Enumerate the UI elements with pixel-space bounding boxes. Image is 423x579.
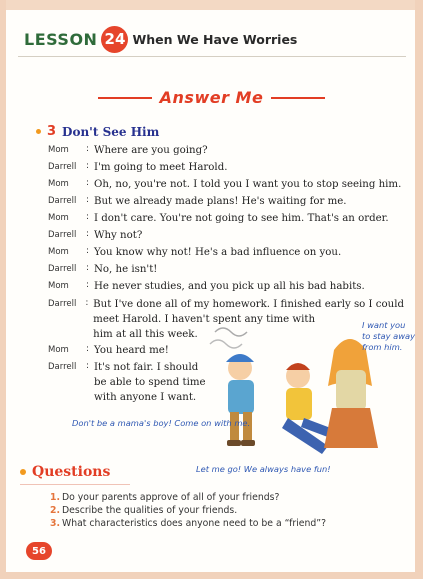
page-frame-top xyxy=(0,0,423,10)
dialogue-line xyxy=(48,245,404,260)
story-title-text: Don't See Him xyxy=(62,124,160,139)
dialogue-line xyxy=(48,177,404,192)
speech-line: You heard me! xyxy=(94,345,169,356)
page-number: 56 xyxy=(26,542,52,560)
dialogue-line xyxy=(48,194,404,209)
speech-text xyxy=(94,360,206,405)
speaker-colon: : xyxy=(86,144,90,154)
speaker-colon: : xyxy=(86,246,90,256)
speech-line: He never studies, and you pick up all his bad habits. xyxy=(94,281,365,292)
speech-line: It's not fair. I should xyxy=(94,362,199,373)
page-frame-bottom xyxy=(0,572,423,579)
dialogue-line xyxy=(48,228,404,243)
header-divider xyxy=(18,56,406,57)
speaker-colon: : xyxy=(85,298,89,308)
question-text: What characteristics does anyone need to be a “friend”? xyxy=(62,518,327,529)
speaker-name: Darrell xyxy=(48,162,77,172)
speech-text xyxy=(94,279,365,294)
speaker-colon: : xyxy=(86,361,90,371)
question-number: 3. xyxy=(50,518,61,529)
speaker-colon: : xyxy=(86,195,90,205)
speech-line: I'm going to meet Harold. xyxy=(94,162,228,173)
speaker-name: Darrell xyxy=(48,230,77,240)
heading-line-left xyxy=(98,97,152,99)
questions-title xyxy=(20,464,110,480)
speaker-colon: : xyxy=(86,161,90,171)
speech-text xyxy=(94,245,341,260)
speaker-colon: : xyxy=(86,212,90,222)
speaker-colon: : xyxy=(86,229,90,239)
question-text: Describe the qualities of your friends. xyxy=(62,505,238,516)
dialogue-line xyxy=(48,279,404,294)
speech-line: But I've done all of my homework. I finished early so I could xyxy=(93,299,404,310)
harold-speech-note: Don't be a mama's boy! Come on with me. xyxy=(72,418,251,428)
speech-line: Oh, no, you're not. I told you I want you to stop seeing him. xyxy=(94,179,402,190)
speaker-name: Mom xyxy=(48,213,69,223)
speech-line: meet Harold. I haven't spent any time with xyxy=(93,314,316,325)
speech-line: with anyone I want. xyxy=(94,392,197,403)
speech-line: Why not? xyxy=(94,230,143,241)
speaker-name: Darrell xyxy=(48,299,77,309)
story-title xyxy=(36,124,159,139)
speech-text xyxy=(94,211,389,226)
questions-divider xyxy=(20,484,130,485)
speaker-name: Mom xyxy=(48,145,69,155)
questions-list xyxy=(50,491,326,530)
speech-text xyxy=(94,160,227,175)
dialogue-line xyxy=(48,143,404,158)
mom-note-line: to stay away xyxy=(362,331,416,341)
speech-text xyxy=(94,143,208,158)
speech-line: him at all this week. xyxy=(93,329,198,340)
speaker-name: Mom xyxy=(48,247,69,257)
lesson-label: LESSON xyxy=(24,29,98,49)
bullet-dot xyxy=(36,129,41,134)
speaker-name: Darrell xyxy=(48,362,77,372)
speaker-colon: : xyxy=(86,280,90,290)
speech-line: You know why not! He's a bad influence on you. xyxy=(94,247,342,258)
question-text: Do your parents approve of all of your friends? xyxy=(62,492,280,503)
speech-line: No, he isn't! xyxy=(94,264,158,275)
speech-text xyxy=(94,177,401,192)
page-frame-right xyxy=(415,0,423,579)
speech-line: be able to spend time xyxy=(94,377,206,388)
speaker-name: Darrell xyxy=(48,196,77,206)
story-number: 3 xyxy=(47,124,57,139)
mom-note-line: I want you xyxy=(362,320,406,330)
dialogue-line xyxy=(48,211,404,226)
speech-line: I don't care. You're not going to see him. That's an order. xyxy=(94,213,389,224)
questions-title-text: Questions xyxy=(32,464,111,480)
speech-text xyxy=(94,228,142,243)
question-item xyxy=(50,504,326,517)
section-heading-text: Answer Me xyxy=(159,88,264,107)
speech-line: Where are you going? xyxy=(94,145,208,156)
speech-text xyxy=(94,194,347,209)
bullet-dot xyxy=(20,469,26,475)
mom-speech-note xyxy=(362,320,415,353)
lesson-number-badge: 24 xyxy=(101,26,128,53)
heading-line-right xyxy=(271,97,325,99)
speaker-name: Mom xyxy=(48,345,69,355)
speaker-colon: : xyxy=(86,178,90,188)
mom-note-line: from him. xyxy=(362,342,403,352)
question-item xyxy=(50,491,326,504)
speaker-colon: : xyxy=(86,263,90,273)
question-item xyxy=(50,517,326,530)
speaker-name: Mom xyxy=(48,281,69,291)
dialogue-line xyxy=(48,160,404,175)
question-number: 1. xyxy=(50,492,61,503)
speech-line: But we already made plans! He's waiting for me. xyxy=(94,196,347,207)
speaker-colon: : xyxy=(86,344,90,354)
speech-text xyxy=(94,343,169,358)
lesson-header xyxy=(24,24,297,54)
lesson-title: When We Have Worries xyxy=(132,31,298,47)
speech-text xyxy=(94,262,157,277)
section-heading xyxy=(0,88,423,107)
darrell-speech-note: Let me go! We always have fun! xyxy=(196,464,331,474)
speaker-name: Darrell xyxy=(48,264,77,274)
dialogue-line xyxy=(48,262,404,277)
speaker-name: Mom xyxy=(48,179,69,189)
question-number: 2. xyxy=(50,505,61,516)
